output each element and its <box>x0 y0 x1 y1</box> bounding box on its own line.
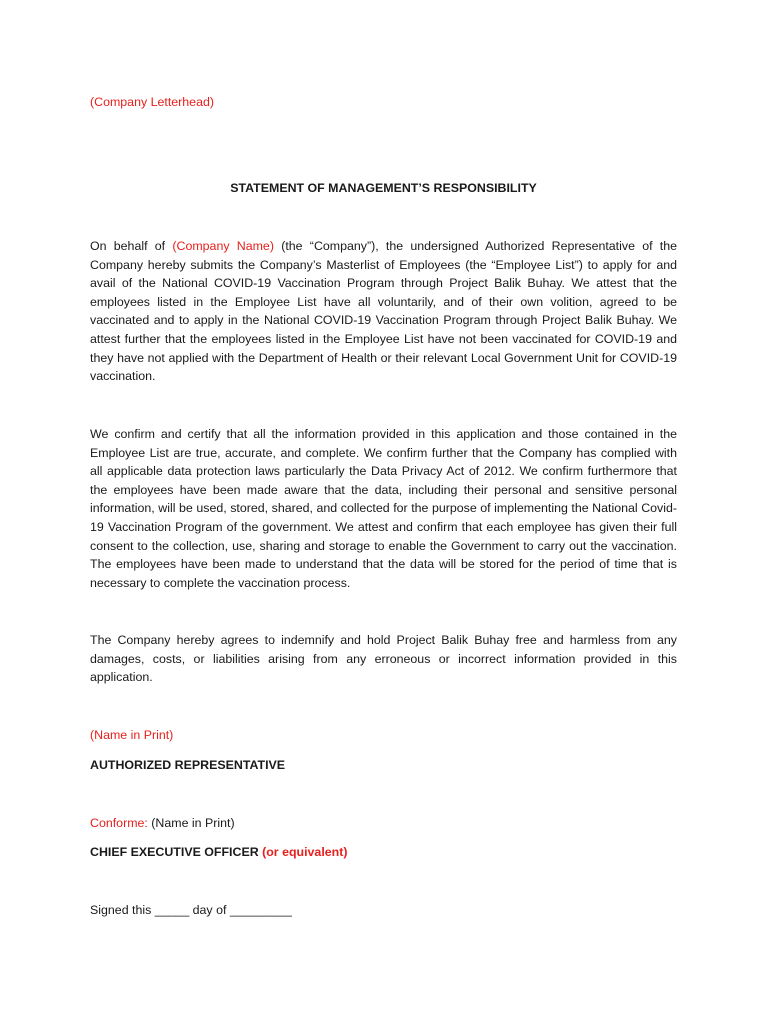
conforme-line <box>90 814 235 833</box>
document-page <box>90 0 677 1024</box>
paragraph-behalf <box>90 237 677 386</box>
paragraph-behalf-text: (the “Company”), the undersigned Authorized Representative of the Company hereby submits the Company’s Masterlist of Employees (the “Employee List”) to apply for and avail of the National COVID-19 Vaccination Program through Project Balik Buhay. We attest that the employees listed in the Employee List have all voluntarily, and of their own volition, agreed to be vaccinated and to apply in the National COVID-19 Vaccination Program through Project Balik Buhay. We attest further that the employees listed in the Employee List have not been vaccinated for COVID-19 and they have not applied with the Department of Health or their relevant Local Government Unit for COVID-19 vaccination. <box>90 239 678 384</box>
ceo-position: CHIEF EXECUTIVE OFFICER <box>90 845 263 859</box>
ceo-position-line <box>90 843 347 862</box>
representative-name-placeholder: (Name in Print) <box>90 728 174 742</box>
company-name-placeholder: (Company Name) <box>172 239 274 253</box>
paragraph-confirm: We confirm and certify that all the information provided in this application and those contained in the Employee List are true, accurate, and complete. We confirm further that the Company has complied with all applicable data protection laws particularly the Data Privacy Act of 2012. We confirm furthermore that the employees have been made aware that the data, including their personal and sensitive personal information, will be used, stored, shared, and collected for the purpose of implementing the National Covid-19 Vaccination Program of the government. We attest and confirm that each employee has given their full consent to the collection, use, sharing and storage to enable the Government to carry out the vaccination. The employees have been made to understand that the data will be stored for the period of time that is necessary to complete the vaccination process. <box>90 427 677 590</box>
company-letterhead-placeholder: (Company Letterhead) <box>90 95 214 109</box>
representative-position: AUTHORIZED REPRESENTATIVE <box>90 758 286 772</box>
paragraph-behalf-prefix: On behalf of <box>90 239 173 253</box>
conforme-label: Conforme: <box>90 816 148 830</box>
document-title: STATEMENT OF MANAGEMENT’S RESPONSIBILITY <box>230 181 537 195</box>
signed-date-line: Signed this _____ day of _________ <box>90 903 292 917</box>
ceo-name-placeholder: (Name in Print) <box>147 816 235 830</box>
paragraph-indemnify: The Company hereby agrees to indemnify and hold Project Balik Buhay free and harmless from any damages, costs, or liabilities arising from any erroneous or incorrect information provided in this application. <box>90 633 677 685</box>
ceo-position-note: (or equivalent) <box>262 845 348 859</box>
